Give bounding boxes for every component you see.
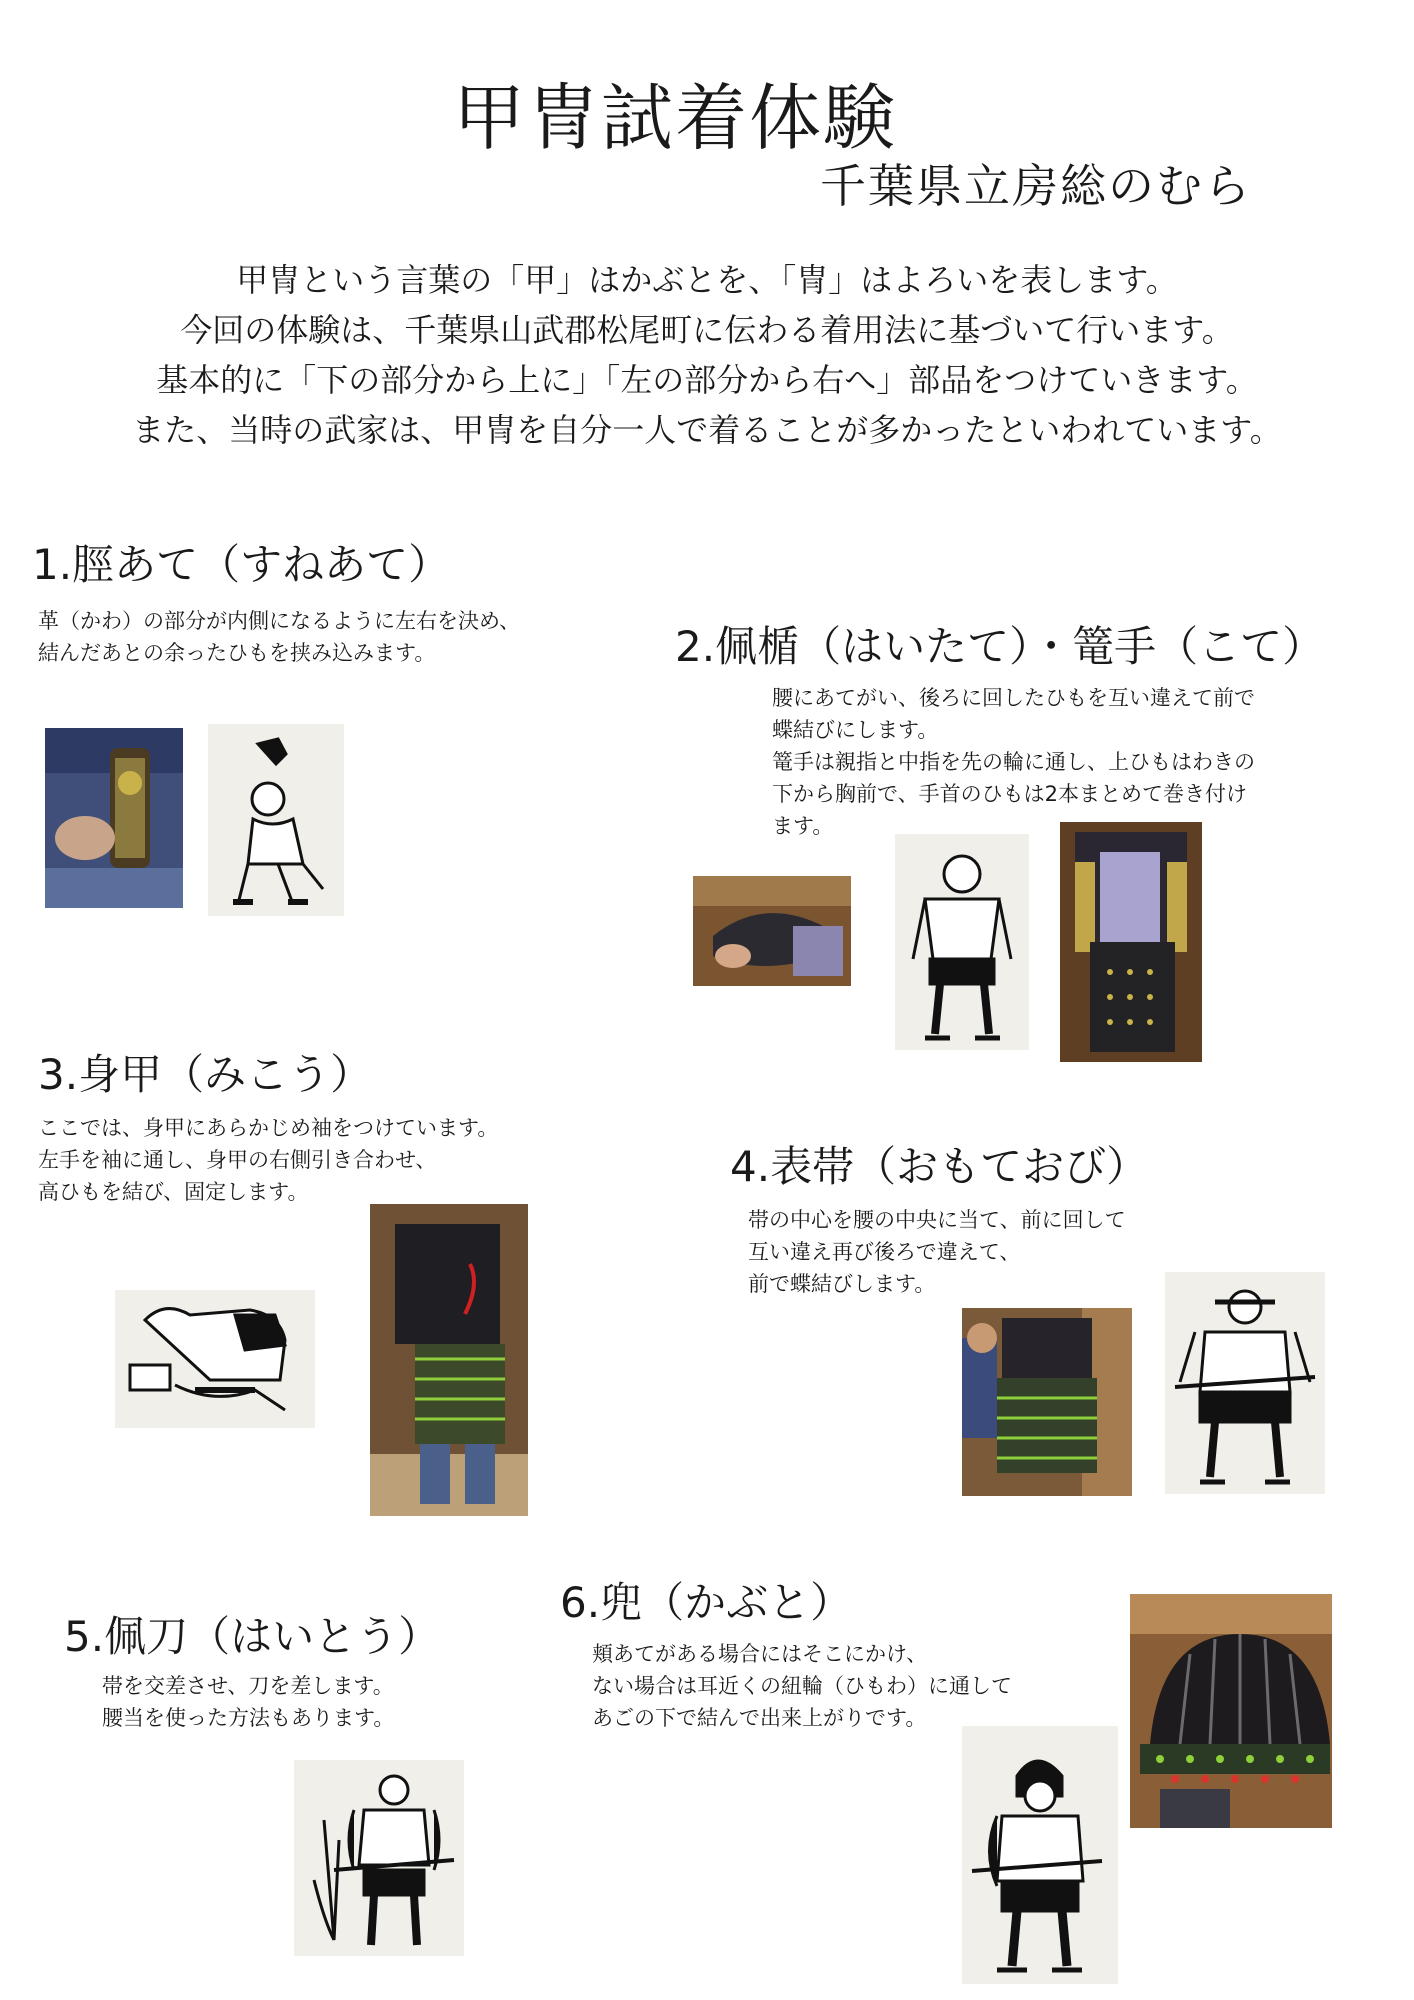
step-4-heading: 4.表帯（おもておび） xyxy=(730,1142,1149,1191)
step-4-description xyxy=(748,1204,1126,1300)
intro-line: 今回の体験は、千葉県山武郡松尾町に伝わる着用法に基づいて行います。 xyxy=(180,311,1234,349)
step-6-line: あごの下で結んで出来上がりです。 xyxy=(592,1706,927,1730)
step-3-line: ここでは、身甲にあらかじめ袖をつけています。 xyxy=(38,1116,499,1140)
step-6-line: ない場合は耳近くの紐輪（ひもわ）に通して xyxy=(592,1674,1012,1698)
step-2-photo-gauntlet xyxy=(693,876,851,986)
step-3-description xyxy=(38,1112,498,1208)
step-3-line: 左手を袖に通し、身甲の右側引き合わせ、 xyxy=(38,1148,437,1172)
page-subtitle: 千葉県立房総のむら xyxy=(820,159,1252,213)
step-2-illustration xyxy=(895,834,1029,1050)
step-2-line: 蝶結びにします。 xyxy=(772,718,939,742)
step-3-line: 高ひもを結び、固定します。 xyxy=(38,1180,309,1204)
intro-line: また、当時の武家は、甲冑を自分一人で着ることが多かったといわれています。 xyxy=(132,411,1282,449)
step-3-illustration xyxy=(115,1290,315,1428)
step-4-line: 互い違え再び後ろで違えて、 xyxy=(748,1240,1021,1264)
step-4-line: 帯の中心を腰の中央に当て、前に回して xyxy=(748,1208,1126,1232)
step-4-photo xyxy=(962,1308,1132,1496)
step-2-line: ます。 xyxy=(772,814,834,838)
step-5-line: 腰当を使った方法もあります。 xyxy=(102,1706,395,1730)
step-1-photo xyxy=(45,728,183,908)
step-1-line: 結んだあとの余ったひもを挟み込みます。 xyxy=(38,641,436,665)
step-2-photo-armor xyxy=(1060,822,1202,1062)
step-5-line: 帯を交差させ、刀を差します。 xyxy=(102,1674,394,1698)
step-1-line: 革（かわ）の部分が内側になるように左右を決め、 xyxy=(38,609,521,633)
page-title: 甲冑試着体験 xyxy=(452,76,897,160)
intro-line: 基本的に「下の部分から上に」「左の部分から右へ」部品をつけていきます。 xyxy=(156,361,1258,399)
step-1-description xyxy=(38,605,520,669)
step-6-heading: 6.兜（かぶと） xyxy=(560,1578,853,1627)
step-6-photo xyxy=(1130,1594,1332,1828)
step-4-line: 前で蝶結びします。 xyxy=(748,1272,936,1296)
step-6-description xyxy=(592,1638,1012,1734)
intro-line: 甲冑という言葉の「甲」はかぶとを、「冑」はよろいを表します。 xyxy=(236,261,1178,299)
step-2-line: 腰にあてがい、後ろに回したひもを互い違えて前で xyxy=(772,686,1255,710)
step-5-illustration xyxy=(294,1760,464,1956)
step-2-description xyxy=(772,682,1255,842)
step-6-illustration xyxy=(962,1726,1118,1984)
step-2-line: 下から胸前で、手首のひもは2本まとめて巻き付け xyxy=(772,782,1247,806)
intro-text xyxy=(0,255,1414,455)
step-6-line: 頬あてがある場合にはそこにかけ、 xyxy=(592,1642,928,1666)
step-1-illustration xyxy=(208,724,344,916)
step-2-line: 篭手は親指と中指を先の輪に通し、上ひもはわきの xyxy=(772,750,1255,774)
step-1-heading: 1.脛あて（すねあて） xyxy=(32,540,451,589)
step-4-illustration xyxy=(1165,1272,1325,1494)
step-5-description xyxy=(102,1670,394,1734)
step-3-photo xyxy=(370,1204,528,1516)
step-5-heading: 5.佩刀（はいとう） xyxy=(64,1612,441,1661)
step-2-heading: 2.佩楯（はいたて）・篭手（こて） xyxy=(675,622,1325,671)
step-3-heading: 3.身甲（みこう） xyxy=(38,1050,373,1099)
